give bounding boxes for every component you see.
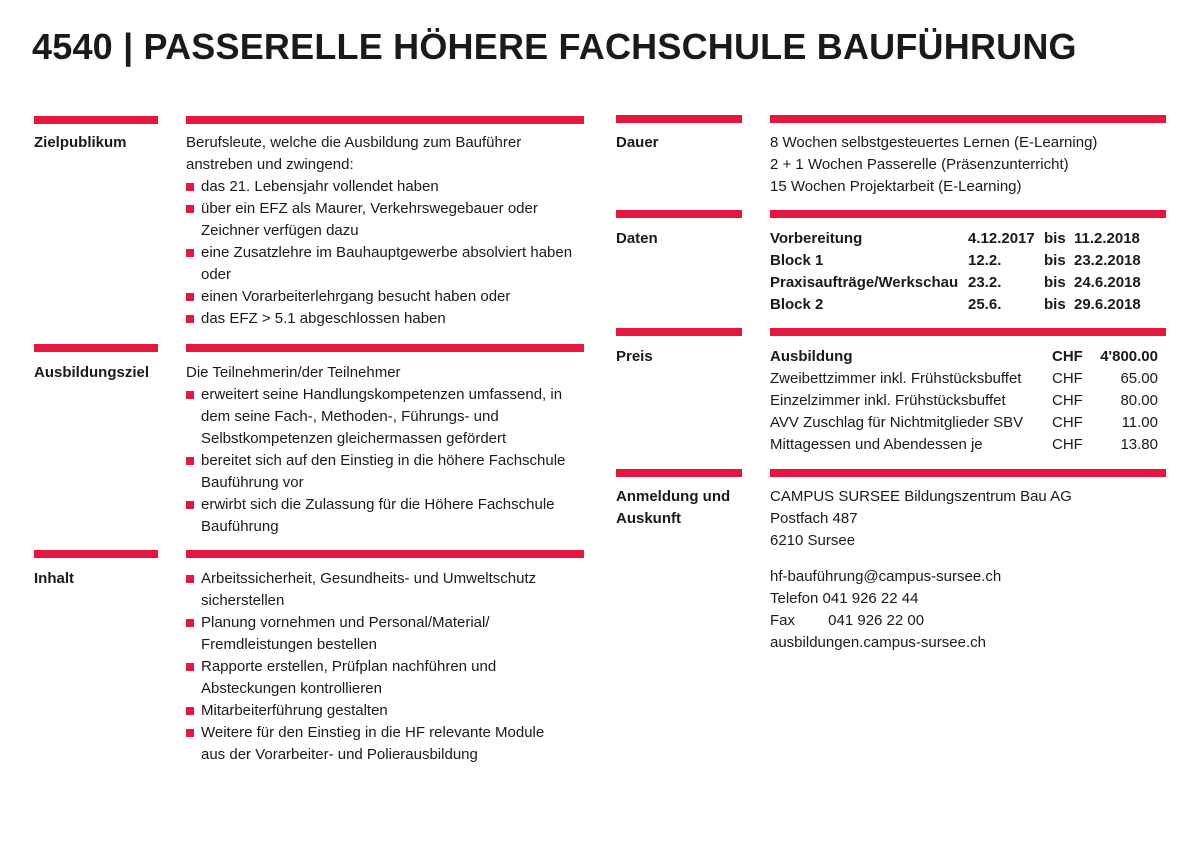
dauer-content xyxy=(770,132,1166,198)
label-anmeldung xyxy=(616,486,730,530)
table-row xyxy=(770,434,1158,456)
table-row xyxy=(770,412,1158,434)
daten-from: 12.2. xyxy=(968,252,1002,269)
section-bar-body xyxy=(770,469,1166,477)
list-item: über ein EFZ als Maurer, Verkehrswegebauer oder Zeichner verfügen dazu xyxy=(186,198,586,242)
zielpublikum-content xyxy=(186,132,586,330)
daten-sep: bis xyxy=(1044,230,1066,247)
preis-currency: CHF xyxy=(1052,392,1083,409)
ausbildungsziel-list xyxy=(186,384,586,538)
daten-name: Vorbereitung xyxy=(770,230,863,247)
daten-to: 24.6.2018 xyxy=(1074,274,1141,291)
preis-currency: CHF xyxy=(1052,436,1083,453)
preis-currency: CHF xyxy=(1052,414,1083,431)
list-item: Planung vornehmen und Personal/Material/ Fremdleistungen bestellen xyxy=(186,612,564,656)
section-bar-label xyxy=(34,550,158,558)
label-anmeldung-line1: Anmeldung und xyxy=(616,488,731,505)
table-row xyxy=(770,368,1158,390)
preis-name: Ausbildung xyxy=(770,348,853,365)
ausbildungsziel-content xyxy=(186,362,586,538)
email-link[interactable]: hf-bauführung@campus-sursee.ch xyxy=(770,568,1002,585)
preis-amount: 65.00 xyxy=(1120,370,1158,387)
daten-name: Block 2 xyxy=(770,296,824,313)
table-row xyxy=(770,390,1158,412)
section-bar-body xyxy=(186,550,584,558)
daten-to: 29.6.2018 xyxy=(1074,296,1141,313)
anmeldung-contact xyxy=(770,566,1001,654)
list-item: einen Vorarbeiterlehrgang besucht haben oder xyxy=(186,286,586,308)
section-bar-body xyxy=(770,210,1166,218)
label-zielpublikum: Zielpublikum xyxy=(34,134,127,151)
inhalt-content xyxy=(186,568,564,766)
list-item: Mitarbeiterführung gestalten xyxy=(186,700,564,722)
address-line: Postfach 487 xyxy=(770,510,858,527)
preis-currency: CHF xyxy=(1052,348,1083,365)
phone-line xyxy=(770,588,1001,610)
table-row xyxy=(770,294,1141,316)
label-daten: Daten xyxy=(616,230,658,247)
preis-name: Einzelzimmer inkl. Frühstücksbuffet xyxy=(770,392,1006,409)
page-title: 4540 | PASSERELLE HÖHERE FACHSCHULE BAUFÜHRUNG xyxy=(32,26,1077,67)
preis-table xyxy=(770,346,1158,456)
section-bar-body xyxy=(770,115,1166,123)
preis-amount: 4'800.00 xyxy=(1100,348,1158,365)
fax-line xyxy=(770,610,1001,632)
preis-amount: 80.00 xyxy=(1120,392,1158,409)
table-row xyxy=(770,272,1141,294)
dauer-line: 2 + 1 Wochen Passerelle (Präsenzunterricht) xyxy=(770,156,1069,173)
daten-to: 11.2.2018 xyxy=(1074,230,1140,247)
section-bar-label xyxy=(616,328,742,336)
daten-sep: bis xyxy=(1044,252,1066,269)
section-bar-label xyxy=(34,116,158,124)
preis-currency: CHF xyxy=(1052,370,1083,387)
daten-sep: bis xyxy=(1044,296,1066,313)
zielpublikum-intro: Berufsleute, welche die Ausbildung zum Bauführer anstreben und zwingend: xyxy=(186,134,522,173)
anmeldung-address xyxy=(770,486,1072,552)
list-item: Weitere für den Einstieg in die HF relevante Module aus der Vorarbeiter- und Polierausbildung xyxy=(186,722,564,766)
list-item: Arbeitssicherheit, Gesundheits- und Umweltschutz sicherstellen xyxy=(186,568,564,612)
section-bar-label xyxy=(616,115,742,123)
section-bar-label xyxy=(34,344,158,352)
ausbildungsziel-intro: Die Teilnehmerin/der Teilnehmer xyxy=(186,364,401,381)
address-line: 6210 Sursee xyxy=(770,532,856,549)
list-item: eine Zusatzlehre im Bauhauptgewerbe absolviert haben oder xyxy=(186,242,586,286)
label-inhalt: Inhalt xyxy=(34,570,74,587)
dauer-line: 15 Wochen Projektarbeit (E-Learning) xyxy=(770,178,1022,195)
table-row xyxy=(770,250,1141,272)
daten-from: 23.2. xyxy=(968,274,1002,291)
preis-amount: 11.00 xyxy=(1121,414,1158,431)
label-preis: Preis xyxy=(616,348,653,365)
daten-sep: bis xyxy=(1044,274,1066,291)
section-bar-body xyxy=(770,328,1166,336)
daten-from: 4.12.2017 xyxy=(968,230,1035,247)
zielpublikum-list xyxy=(186,176,586,330)
preis-amount: 13.80 xyxy=(1120,436,1158,453)
table-row xyxy=(770,228,1141,250)
dauer-line: 8 Wochen selbstgesteuertes Lernen (E-Learning) xyxy=(770,134,1098,151)
list-item: Rapporte erstellen, Prüfplan nachführen und Absteckungen kontrollieren xyxy=(186,656,564,700)
preis-name: Mittagessen und Abendessen je xyxy=(770,436,983,453)
list-item: erwirbt sich die Zulassung für die Höhere Fachschule Bauführung xyxy=(186,494,586,538)
list-item: bereitet sich auf den Einstieg in die höhere Fachschule Bauführung vor xyxy=(186,450,586,494)
daten-from: 25.6. xyxy=(968,296,1002,313)
label-ausbildungsziel: Ausbildungsziel xyxy=(34,364,150,381)
daten-to: 23.2.2018 xyxy=(1074,252,1141,269)
preis-name: AVV Zuschlag für Nichtmitglieder SBV xyxy=(770,414,1024,431)
section-bar-body xyxy=(186,344,584,352)
section-bar-label xyxy=(616,210,742,218)
list-item: das 21. Lebensjahr vollendet haben xyxy=(186,176,586,198)
section-bar-label xyxy=(616,469,742,477)
fax-number: 041 926 22 00 xyxy=(828,612,925,629)
address-line: CAMPUS SURSEE Bildungszentrum Bau AG xyxy=(770,488,1072,505)
list-item: das EFZ > 5.1 abgeschlossen haben xyxy=(186,308,586,330)
label-anmeldung-line2: Auskunft xyxy=(616,510,681,527)
list-item: erweitert seine Handlungskompetenzen umfassend, in dem seine Fach-, Methoden-, Führungs- und Selbstkompetenzen gleichermassen gefördert xyxy=(186,384,586,450)
section-bar-body xyxy=(186,116,584,124)
phone-label: Telefon xyxy=(770,590,819,607)
table-row xyxy=(770,346,1158,368)
inhalt-list xyxy=(186,568,564,766)
daten-table xyxy=(770,228,1141,316)
daten-name: Block 1 xyxy=(770,252,824,269)
fax-label: Fax xyxy=(770,612,796,629)
preis-name: Zweibettzimmer inkl. Frühstücksbuffet xyxy=(770,370,1022,387)
daten-name: Praxisaufträge/Werkschau xyxy=(770,274,959,291)
label-dauer: Dauer xyxy=(616,134,659,151)
phone-number[interactable]: 041 926 22 44 xyxy=(822,590,919,607)
web-link[interactable]: ausbildungen.campus-sursee.ch xyxy=(770,634,986,651)
